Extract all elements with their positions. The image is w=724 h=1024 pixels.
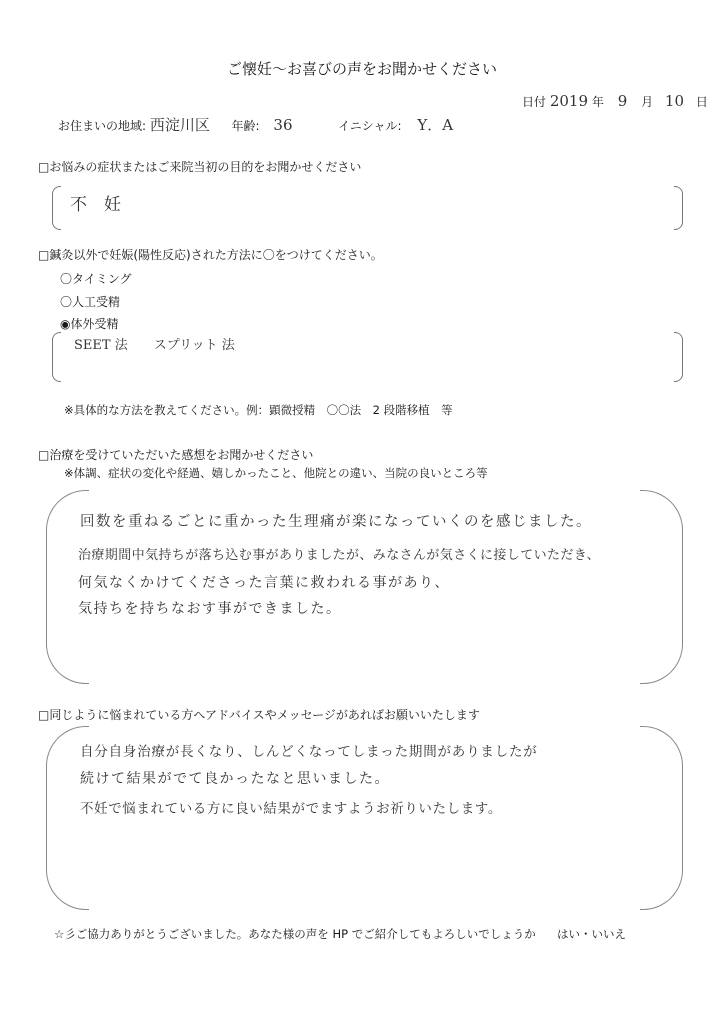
q2-bracket-right (674, 332, 683, 382)
date-day-unit: 日 (695, 95, 708, 109)
initial-value: Y．A (417, 116, 454, 134)
footer-options: はい・いいえ (557, 927, 627, 941)
date-prefix: 日付 (522, 95, 547, 109)
q1-heading: □お悩みの症状またはご来院当初の目的をお聞かせください (38, 160, 362, 174)
q3-line: 回数を重ねるごとに重かった生理痛が楽になっていくのを感じました。 (80, 514, 592, 530)
option-ivf: ◉体外受精 (60, 317, 119, 331)
footer (54, 926, 626, 942)
q3-line: 気持ちを持ちなおす事ができました。 (78, 601, 342, 617)
option-timing: 〇タイミング (60, 272, 132, 286)
q4-line: 続けて結果がでて良かったなと思いました。 (80, 771, 390, 787)
area-value: 西淀川区 (149, 116, 210, 134)
page-title: ご懐妊～お喜びの声をお聞かせください (226, 60, 497, 78)
age-label: 年齢: (231, 119, 260, 133)
q3-note: ※体調、症状の変化や経過、嬉しかったこと、他院との違い、当院の良いところ等 (64, 466, 488, 480)
q3-line: 治療期間中気持ちが落ち込む事がありましたが、みなさんが気さくに接していただき、 (78, 548, 601, 563)
footer-text: ☆彡ご協力ありがとうございました。あなた様の声を HP でご紹介してもよろしいでしょうか (54, 927, 536, 941)
date-month: 9 (617, 92, 628, 110)
date-year: 2019 (549, 92, 589, 110)
initial-label: イニシャル: (338, 119, 402, 133)
q1-bracket-right (674, 186, 683, 230)
option-artificial-insemination: 〇人工受精 (60, 295, 121, 309)
date-row (522, 92, 708, 110)
q4-line: 自分自身治療が長くなり、しんどくなってしまった期間がありましたが (80, 744, 538, 760)
q1-bracket-left (52, 186, 61, 230)
date-month-unit: 月 (641, 95, 654, 109)
q4-heading: □同じように悩まれている方へアドバイスやメッセージがあればお願いいたします (38, 708, 480, 722)
area-label: お住まいの地域: (58, 119, 147, 133)
q2-note: ※具体的な方法を教えてください。例：顕微授精 〇〇法 2 段階移植 等 (64, 403, 453, 417)
info-row (58, 114, 453, 135)
q4-bracket-right (640, 726, 683, 910)
q2-heading: □鍼灸以外で妊娠(陽性反応)された方法に〇をつけてください。 (38, 248, 383, 262)
q3-heading: □治療を受けていただいた感想をお聞かせください (38, 448, 314, 462)
q4-line: 不妊で悩まれている方に良い結果がでますようお祈りいたします。 (80, 801, 502, 817)
q3-line: 何気なくかけてくださった言葉に救われる事があり、 (78, 575, 450, 591)
date-day: 10 (664, 92, 685, 110)
q2-bracket-left (52, 332, 61, 382)
q1-answer: 不 妊 (70, 195, 121, 215)
q3-bracket-right (640, 490, 683, 684)
q2-answer: SEET 法 スプリット 法 (74, 338, 235, 353)
date-year-unit: 年 (591, 95, 604, 109)
age-value: 36 (273, 116, 293, 134)
